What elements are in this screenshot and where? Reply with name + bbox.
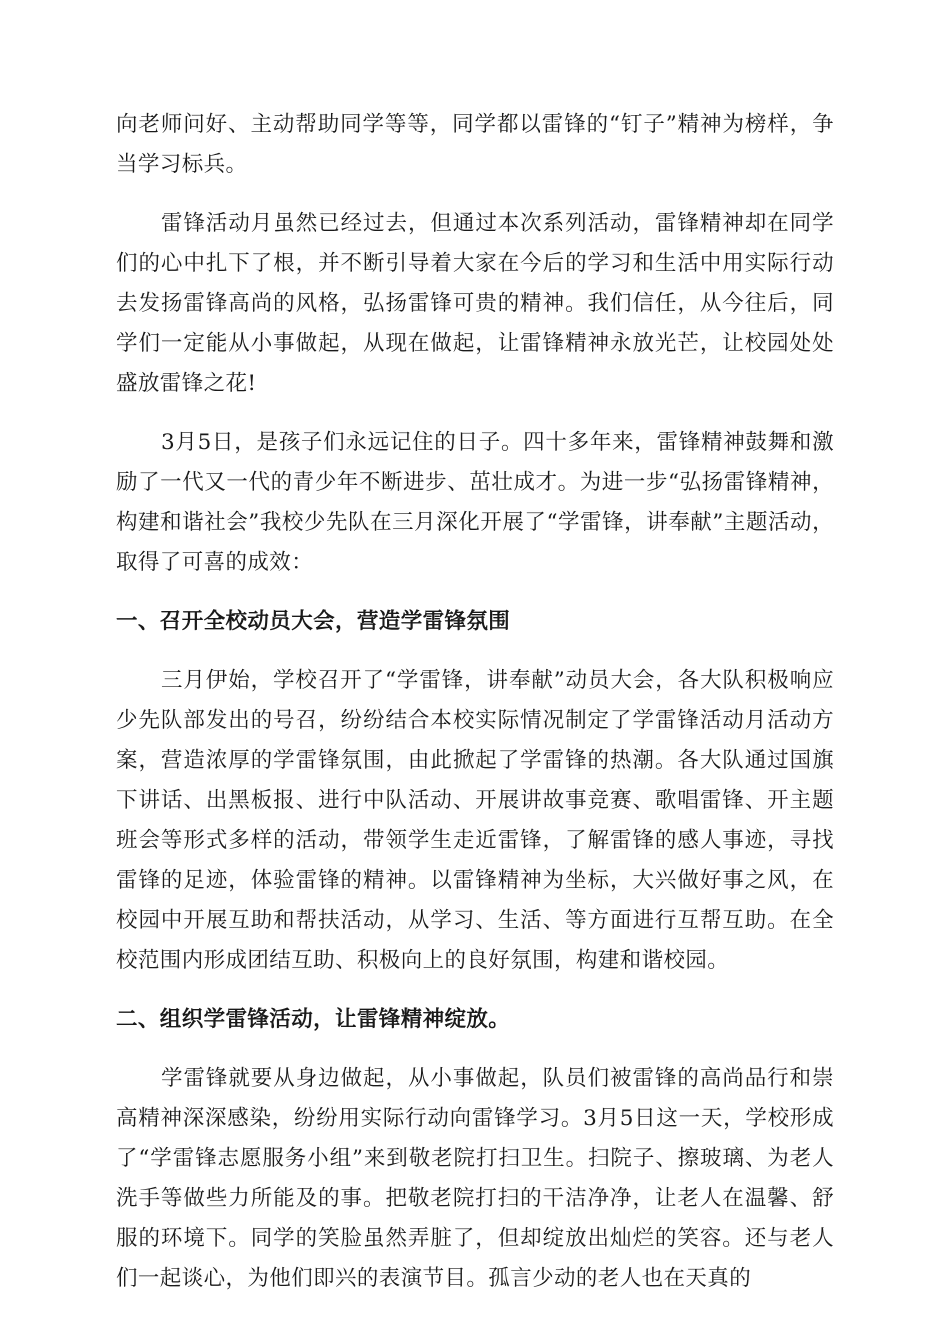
paragraph-section-1: 三月伊始，学校召开了“学雷锋，讲奉献”动员大会，各大队积极响应少先队部发出的号召，纷纷结合本校实际情况制定了学雷锋活动月活动方案，营造浓厚的学雷锋氛围，由此掀起了学雷锋的热潮。各大队通过国旗下讲话、出黑板报、进行中队活动、开展讲故事竞赛、歌唱雷锋、开主题班会等形式多样的活动，带领学生走近雷锋，了解雷锋的感人事迹，寻找雷锋的足迹，体验雷锋的精神。以雷锋精神为坐标，大兴做好事之风，在校园中开展互助和帮扶活动，从学习、生活、等方面进行互帮互助。在全校范围内形成团结互助、积极向上的良好氛围，构建和谐校园。	[116, 668, 834, 973]
section-heading-2: 二、组织学雷锋活动，让雷锋精神绽放。	[116, 1007, 511, 1032]
section-heading-1: 一、召开全校动员大会，营造学雷锋氛围	[116, 609, 511, 634]
paragraph-intro: 3月5日，是孩子们永远记住的日子。四十多年来，雷锋精神鼓舞和激励了一代又一代的青少年不断进步、茁壮成才。为进一步“弘扬雷锋精神，构建和谐社会”我校少先队在三月深化开展了“学雷锋，讲奉献”主题活动，取得了可喜的成效：	[116, 430, 834, 575]
paragraph-continuation: 向老师问好、主动帮助同学等等，同学都以雷锋的“钉子”精神为榜样，争当学习标兵。	[116, 112, 834, 177]
paragraph-summary: 雷锋活动月虽然已经过去，但通过本次系列活动，雷锋精神却在同学们的心中扎下了根，并不断引导着大家在今后的学习和生活中用实际行动去发扬雷锋高尚的风格，弘扬雷锋可贵的精神。我们信任，从今往后，同学们一定能从小事做起，从现在做起，让雷锋精神永放光芒，让校园处处盛放雷锋之花!	[116, 211, 834, 396]
paragraph-section-2: 学雷锋就要从身边做起，从小事做起，队员们被雷锋的高尚品行和崇高精神深深感染，纷纷用实际行动向雷锋学习。3月5日这一天，学校形成了“学雷锋志愿服务小组”来到敬老院打扫卫生。扫院子、擦玻璃、为老人洗手等做些力所能及的事。把敬老院打扫的干洁净净，让老人在温馨、舒服的环境下。同学的笑脸虽然弄脏了，但却绽放出灿烂的笑容。还与老人们一起谈心，为他们即兴的表演节目。孤言少动的老人也在天真的	[116, 1066, 834, 1291]
document-page	[116, 105, 834, 1299]
